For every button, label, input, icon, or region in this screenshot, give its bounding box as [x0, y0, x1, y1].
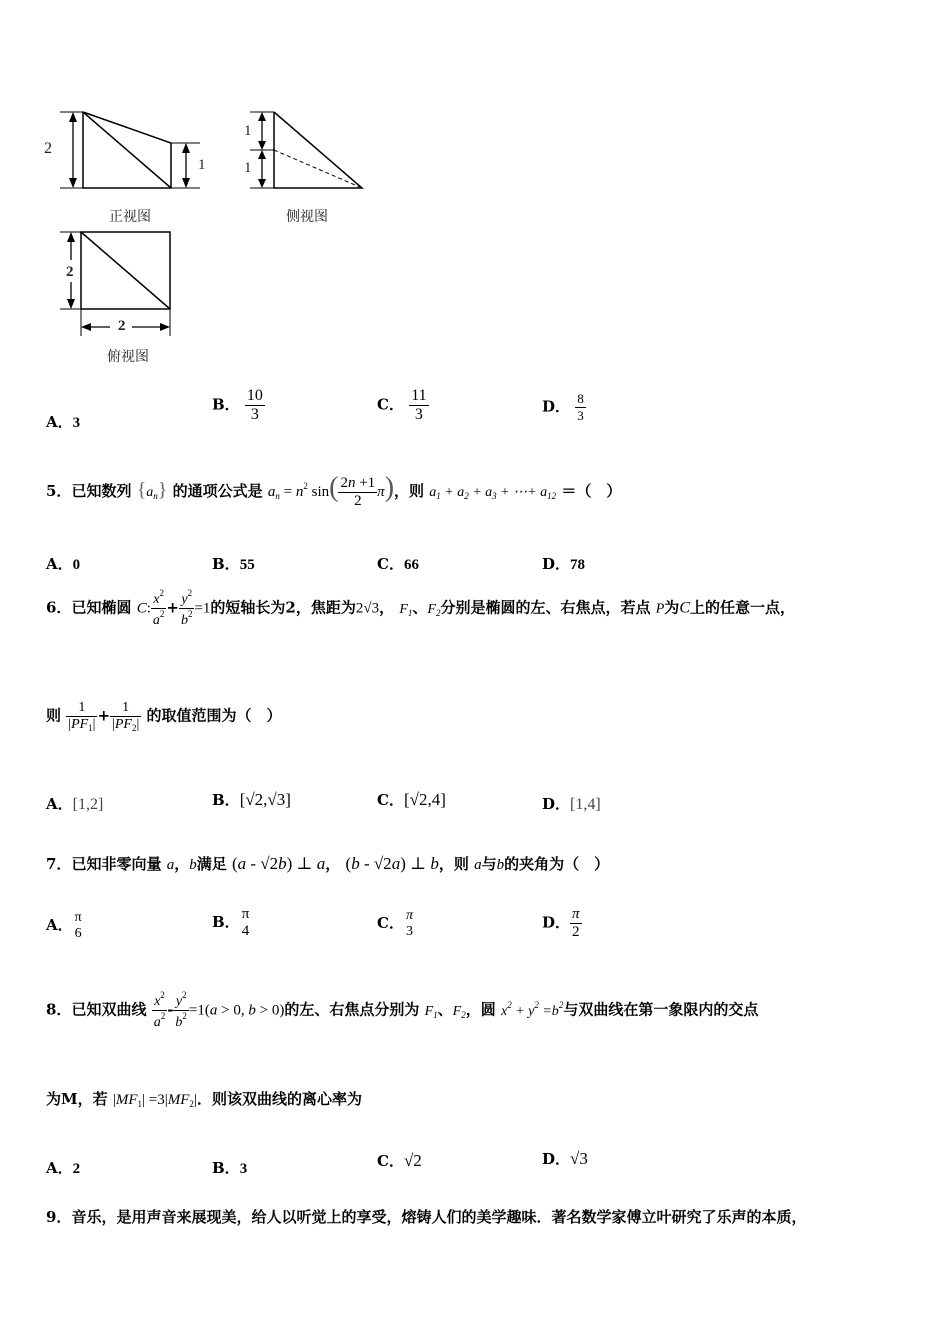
question-6-line2: 则 $\frac{1}{|PF_1|}$ + $\frac{1}{|PF_2|}$ 的取值范围为（ ）	[46, 700, 282, 733]
question-9: 9．音乐，是用声音来展现美，给人以听觉上的享受，熔铸人们的美学趣味．著名数学家傅立叶研究了乐声的本质，	[46, 1208, 807, 1226]
q5-option-a[interactable]: A．0	[46, 555, 81, 573]
q4-option-a[interactable]: A．3	[46, 413, 81, 431]
question-5: 5．已知数列 $\{a_n\}$ 的通项公式是 $a_n = n^2$ sin( $\frac{2n +1}{2}$ π)，则 $a_1 + a_2 + a_3$ + ⋯+ $a_{12}$ ＝（ ）	[46, 472, 622, 509]
q7-option-d[interactable]: D． $\frac{\pi}{2}$	[542, 906, 580, 940]
q6-option-a[interactable]: A．[1,2]	[46, 795, 104, 813]
question-8: 8．已知双曲线 $\frac{x^2}{a^2}$ - $\frac{y^2}{b^2}$ =1(a > 0, b > 0)的左、右焦点分别为 $F_1$、$F_2$，圆 $x^2 + y^2 =b^2$与双曲线在第一象限内的交点	[46, 990, 759, 1030]
q5-option-b[interactable]: B．55	[212, 555, 255, 573]
front-dim-right: 1	[198, 157, 206, 173]
front-view	[60, 112, 200, 188]
q7-option-b[interactable]: B． π 4	[212, 906, 250, 939]
question-7: 7．已知非零向量 a，b满足 (a - √2b) ⊥ a， (b - √2a) ⊥ b，则 a与b的夹角为（ ）	[46, 854, 610, 873]
q7-option-c[interactable]: C． π 3	[377, 908, 413, 939]
side-dim-top: 1	[244, 123, 252, 139]
three-view-figure	[40, 100, 380, 370]
q7-option-a[interactable]: A． π 6	[46, 910, 82, 941]
q8-option-a[interactable]: A．2	[46, 1159, 81, 1177]
question-8-line2: 为M，若 $|MF_1| =3|MF_2|$．则该双曲线的离心率为	[46, 1090, 362, 1109]
side-view-label: 侧视图	[286, 209, 328, 225]
side-dim-bottom: 1	[244, 160, 252, 176]
q5-option-c[interactable]: C．66	[377, 555, 419, 573]
front-dim-left: 2	[44, 140, 52, 157]
q5-option-d[interactable]: D．78	[542, 555, 586, 573]
q4-option-d[interactable]: D． $\frac{8}{3}$	[542, 391, 584, 423]
side-view	[250, 112, 362, 188]
top-view	[60, 232, 170, 336]
question-6: 6．已知椭圆 C: $\frac{x^2}{a^2}$ + $\frac{y^2}{b^2}$ =1的短轴长为2，焦距为2√3， $F_1$、$F_2$分别是椭圆的左、右焦点，若点 P为C上的任意一点，	[46, 588, 795, 628]
q6-option-c[interactable]: C．[√2,4]	[377, 790, 446, 809]
q4-option-b[interactable]: B． $\frac{10}{3}$	[212, 387, 263, 423]
q8-option-b[interactable]: B．3	[212, 1159, 248, 1177]
top-view-label: 俯视图	[107, 349, 149, 365]
top-dim-bottom: 2	[118, 318, 126, 334]
q8-option-c[interactable]: C．√2	[377, 1151, 422, 1170]
q4-option-c[interactable]: C． $\frac{11}{3}$	[377, 387, 427, 423]
front-view-label: 正视图	[109, 209, 151, 225]
top-dim-left: 2	[66, 264, 74, 280]
q8-option-d[interactable]: D．√3	[542, 1149, 588, 1168]
q6-option-b[interactable]: B．[√2,√3]	[212, 790, 291, 809]
q6-option-d[interactable]: D．[1,4]	[542, 795, 601, 813]
